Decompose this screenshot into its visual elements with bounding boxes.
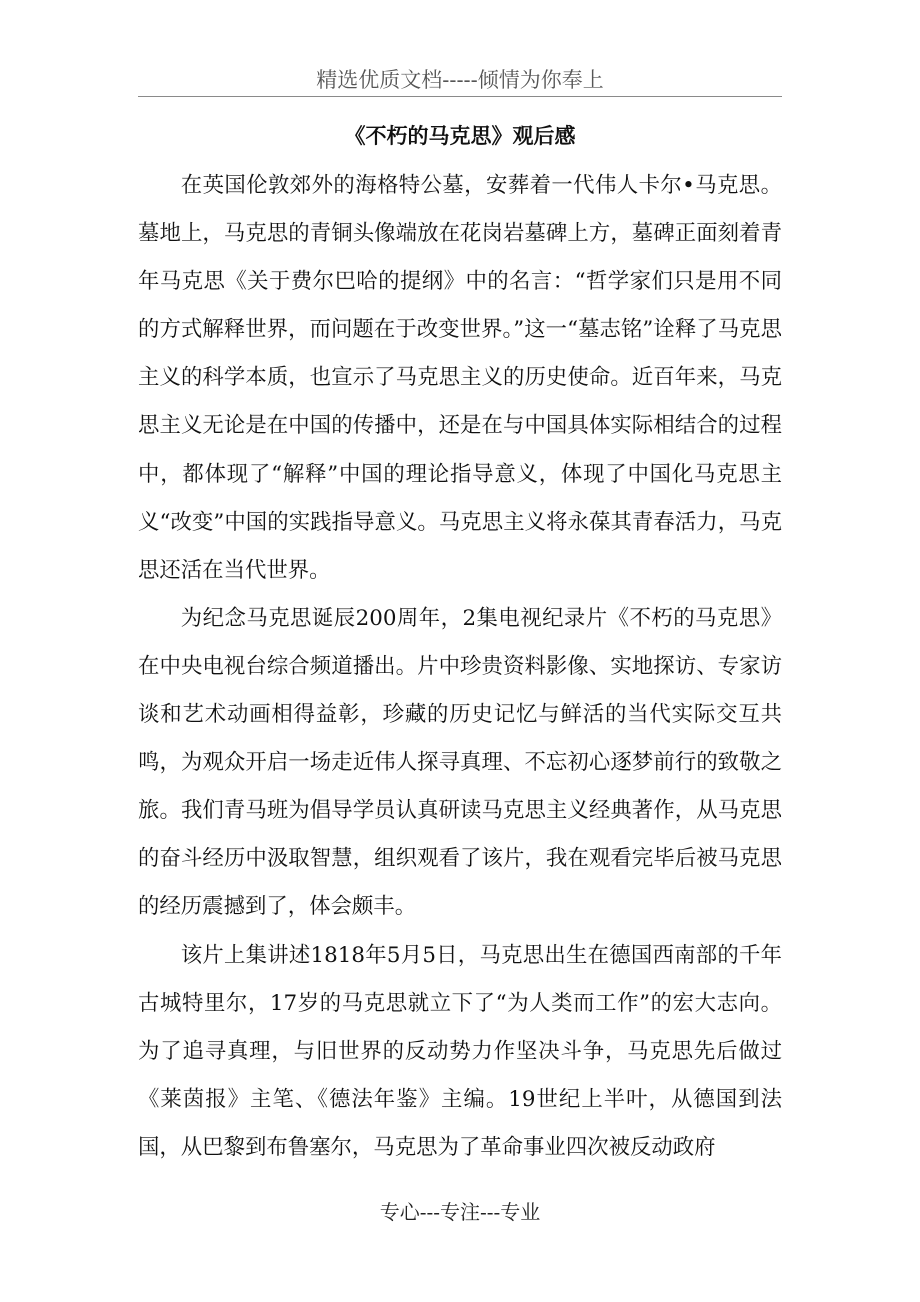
document-body: [138, 162, 782, 1172]
header-divider: [138, 96, 782, 97]
paragraph-2: 为纪念马克思诞辰200周年，2集电视纪录片《不朽的马克思》在中央电视台综合频道播出。片中珍贵资料影像、实地探访、专家访谈和艺术动画相得益彰，珍藏的历史记忆与鲜活的当代实际交互共鸣，为观众开启一场走近伟人探寻真理、不忘初心逐梦前行的致敬之旅。我们青马班为倡导学员认真研读马克思主义经典著作，从马克思的奋斗经历中汲取智慧，组织观看了该片，我在观看完毕后被马克思的经历震撼到了，体会颇丰。: [138, 605, 782, 920]
page-footer: 专心---专注---专业: [379, 1200, 541, 1224]
document-title: 《不朽的马克思》观后感: [344, 124, 576, 148]
page-header: 精选优质文档-----倾情为你奉上: [316, 68, 604, 92]
paragraph-3: 该片上集讲述1818年5月5日，马克思出生在德国西南部的千年古城特里尔，17岁的马克思就立下了“为人类而工作”的宏大志向。为了追寻真理，与旧世界的反动势力作坚决斗争，马克思先后做过《莱茵报》主笔、《德法年鉴》主编。19世纪上半叶，从德国到法国，从巴黎到布鲁塞尔，马克思为了革命事业四次被反动政府: [138, 942, 782, 1160]
paragraph-1: 在英国伦敦郊外的海格特公墓，安葬着一代伟人卡尔•马克思。墓地上，马克思的青铜头像端放在花岗岩墓碑上方，墓碑正面刻着青年马克思《关于费尔巴哈的提纲》中的名言：“哲学家们只是用不同的方式解释世界，而问题在于改变世界。”这一“墓志铭”诠释了马克思主义的科学本质，也宣示了马克思主义的历史使命。近百年来，马克思主义无论是在中国的传播中，还是在与中国具体实际相结合的过程中，都体现了“解释”中国的理论指导意义，体现了中国化马克思主义“改变”中国的实践指导意义。马克思主义将永葆其青春活力，马克思还活在当代世界。: [138, 173, 782, 583]
